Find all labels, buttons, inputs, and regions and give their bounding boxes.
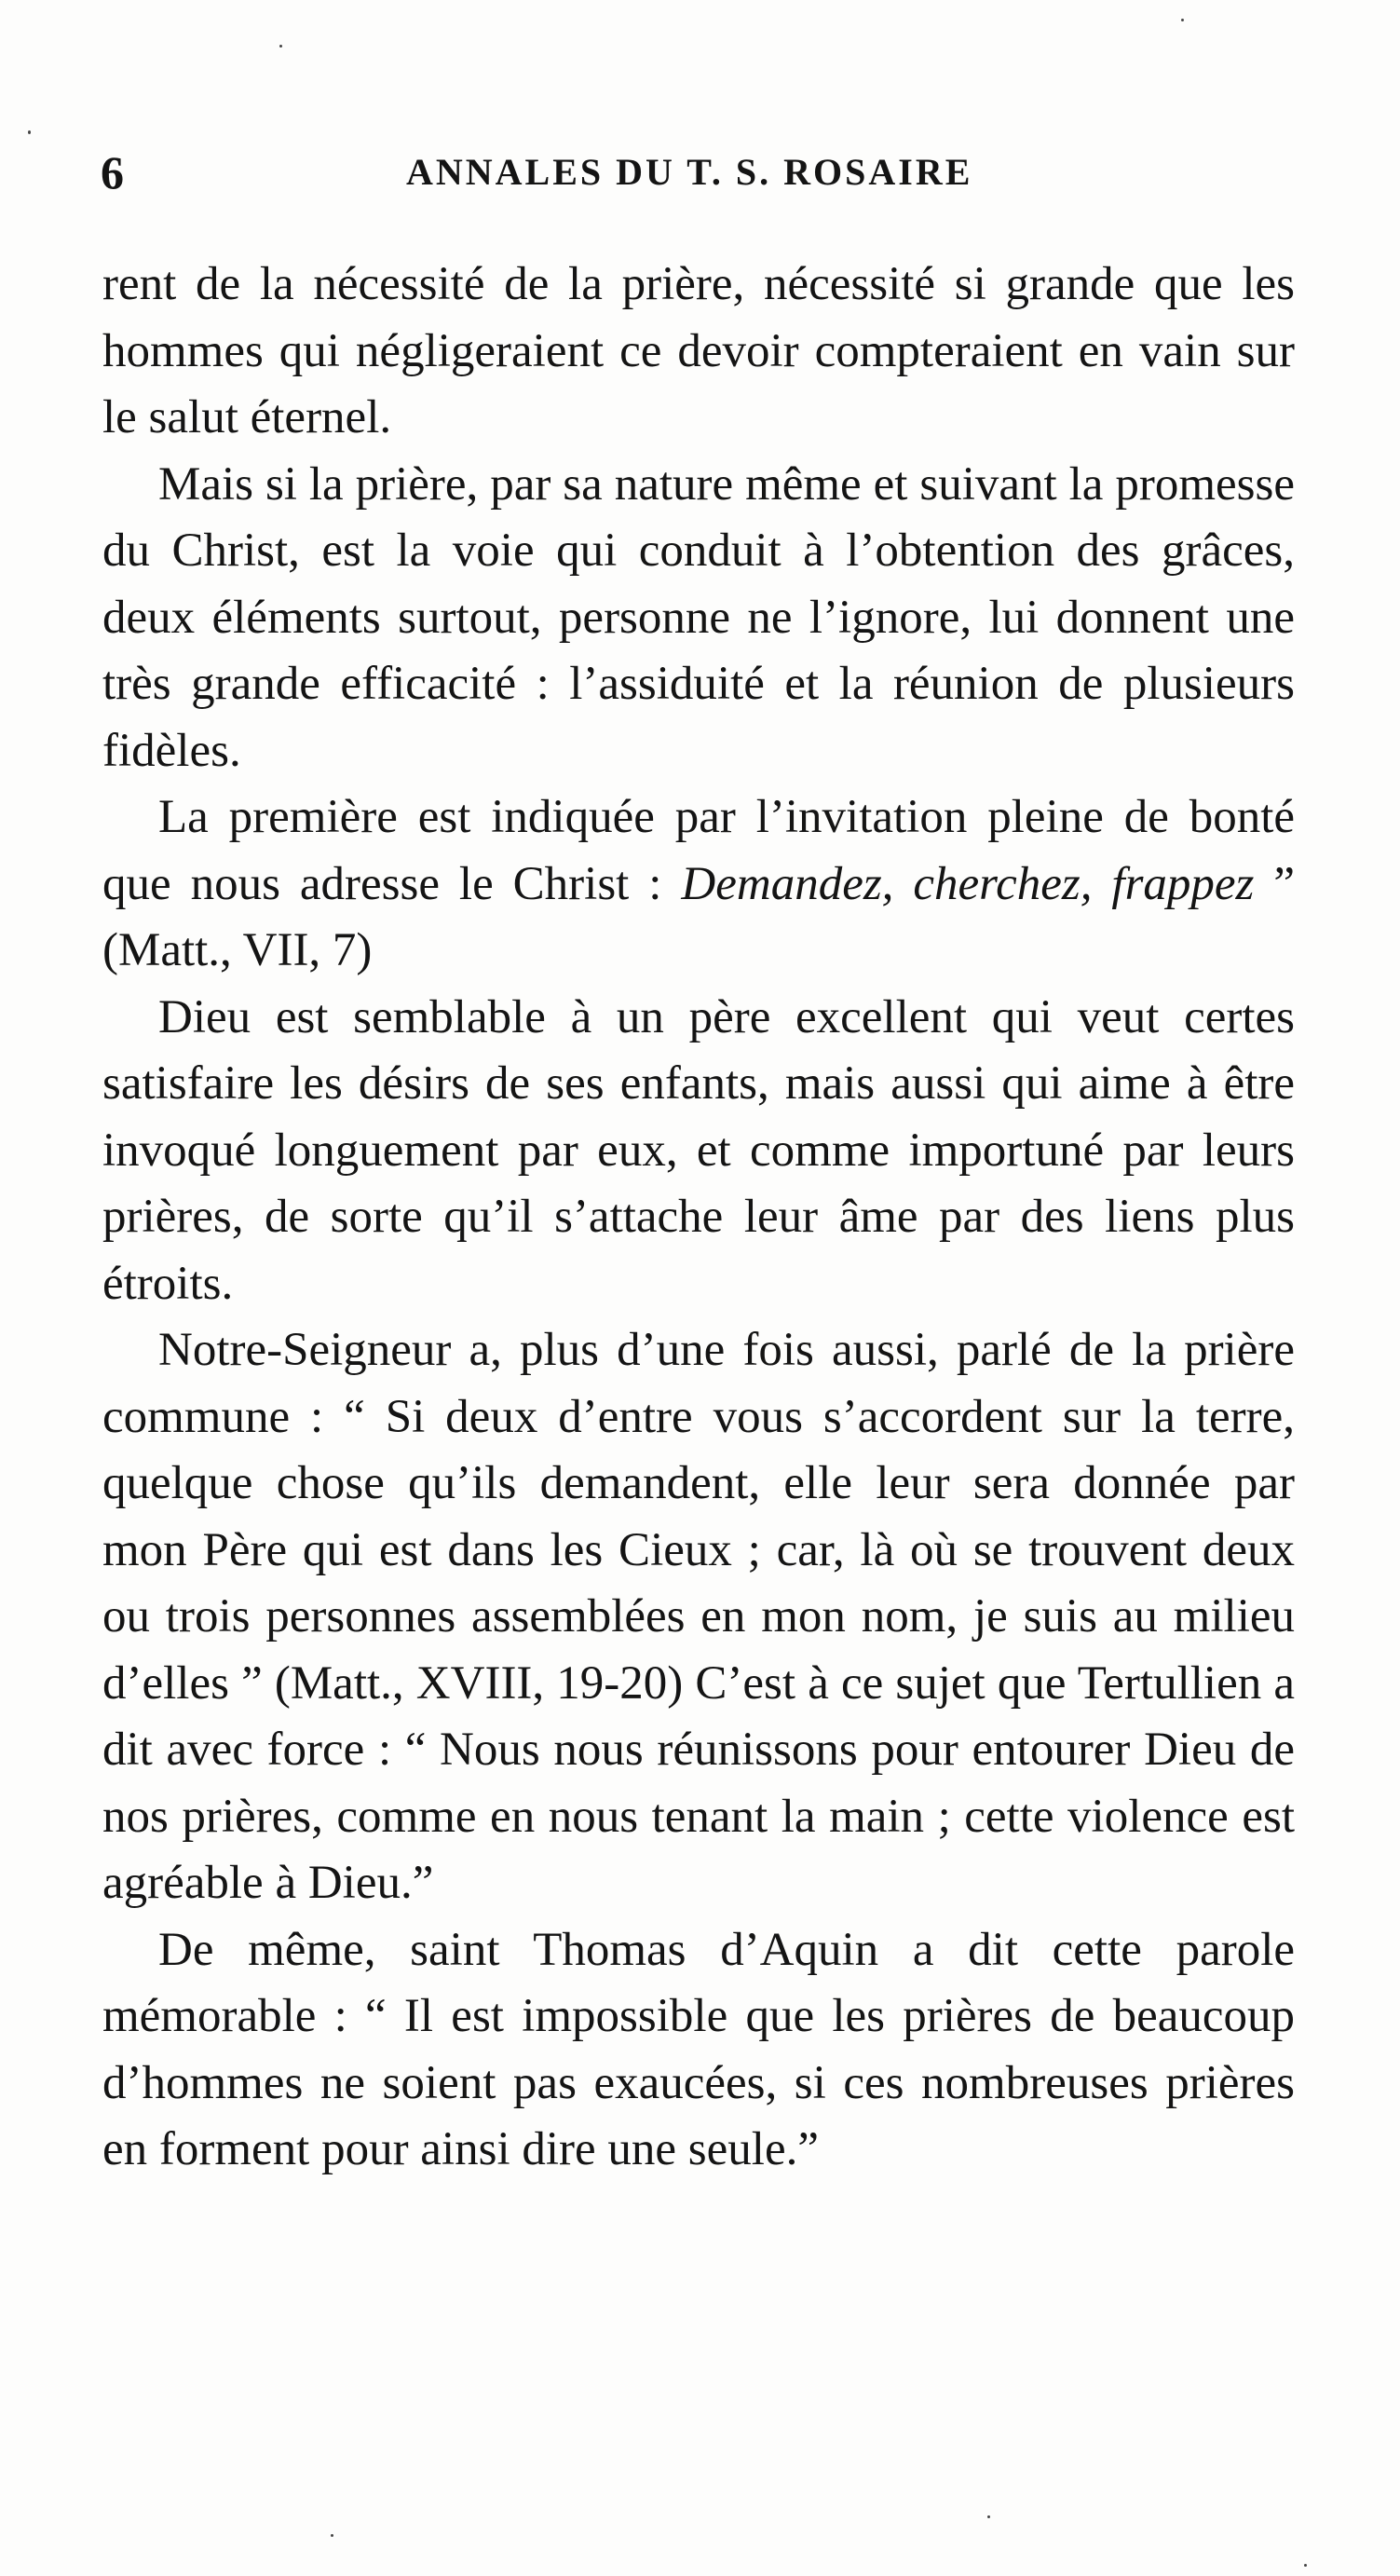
page-number: 6 <box>101 146 124 198</box>
paragraph-quote-matthew <box>102 784 1295 985</box>
ink-speck <box>987 2515 990 2518</box>
paragraph: Notre-Seigneur a, plus d’une fois aussi, parlé de la prière commune : “ Si deux d’entre vous s’accordent sur la terre, quelque chose qu’ils demandent, elle leur sera donnée par mon Père qui est dans les Cieux ; car, là où se trouvent deux ou trois personnes assemblées en mon nom, je suis au milieu d’elles ” (Matt., XVIII, 19-20) C’est à ce sujet que Tertullien a dit avec force : “ Nous nous réunissons pour entourer Dieu de nos prières, comme en nous tenant la main ; cette violence est agréable à Dieu.” <box>102 1324 1295 1909</box>
paragraph: De même, saint Thomas d’Aquin a dit cette parole mémorable : “ Il est impossible que les prières de beaucoup d’hommes ne soient pas exaucées, si ces nombreuses prières en forment pour ainsi dire une seule.” <box>102 1923 1295 2175</box>
italic-quote: Demandez, cherchez, frappez <box>681 857 1255 910</box>
page-header <box>101 140 1312 205</box>
ink-speck <box>1304 2564 1307 2567</box>
ink-speck <box>331 2534 333 2537</box>
citation: ” (Matt., VII, 7) <box>102 857 1295 976</box>
paragraph-text: La première est indiquée par l’invitation pleine de bonté que nous adresse le Christ : <box>102 791 1295 910</box>
running-title: ANNALES DU T. S. ROSAIRE <box>406 151 973 193</box>
ink-speck <box>279 45 282 48</box>
ink-speck <box>1181 19 1184 21</box>
paragraph: Mais si la prière, par sa nature même et suivant la promesse du Christ, est la voie qui conduit à l’obtention des grâces, deux éléments surtout, personne ne l’ignore, lui donnent une très grande efficacité : l’assiduité et la réunion de plusieurs fidèles. <box>102 457 1295 777</box>
ink-speck <box>28 130 31 134</box>
body-text <box>102 252 1295 2184</box>
paragraph-continuation: rent de la nécessité de la prière, nécessité si grande que les hommes qui négligeraient ce devoir compteraient en vain sur le salut éternel. <box>102 258 1295 443</box>
paragraph: Dieu est semblable à un père excellent qui veut certes satisfaire les désirs de ses enfants, mais aussi qui aime à être invoqué longuement par eux, et comme importuné par leurs prières, de sorte qu’il s’attache leur âme par des liens plus étroits. <box>102 990 1295 1310</box>
